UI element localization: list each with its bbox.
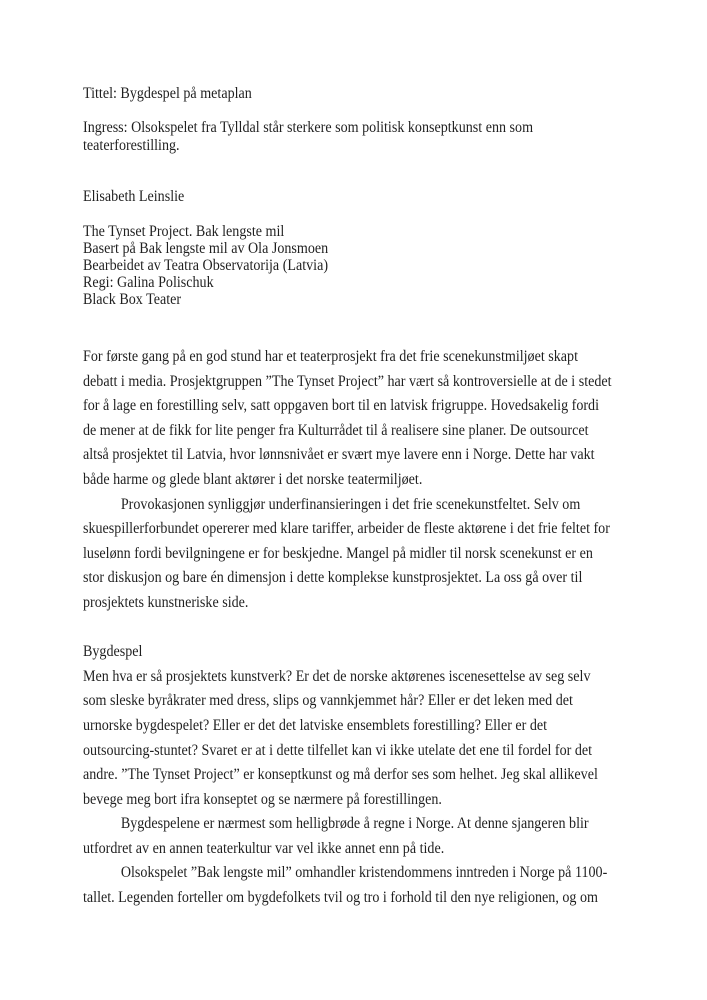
text-line: outsourcing-stuntet? Svaret er at i dette tilfellet kan vi ikke utelate det ene til fordel for det: [83, 741, 593, 759]
text-line: Tittel: Bygdespel på metaplan: [83, 85, 252, 102]
text-line: både harme og glede blant aktører i det norske teatermiljøet.: [83, 470, 423, 488]
text-line: stor diskusjon og bare én dimensjon i dette komplekse kunstprosjektet. La oss gå over til: [83, 569, 583, 587]
document-header: [83, 85, 594, 309]
text-line: de mener at de fikk for lite penger fra Kulturrådet til å realisere sine planer. De outsourcet: [83, 421, 589, 439]
blank-line: [83, 616, 612, 641]
text-line: Ingress: Olsokspelet fra Tylldal står sterkere som politisk konseptkunst enn som: [83, 119, 534, 137]
text-line: bevege meg bort ifra konseptet og se nærmere på forestillingen.: [83, 790, 442, 808]
text-line: prosjektets kunstneriske side.: [83, 593, 249, 611]
text-line: Black Box Teater: [83, 291, 182, 309]
text-line: Elisabeth Leinslie: [83, 188, 185, 206]
text-line: Bygdespelene er nærmest som helligbrøde å regne i Norge. At denne sjangeren blir: [120, 815, 589, 833]
blank-line: [83, 171, 533, 188]
text-line: utfordret av en annen teaterkultur var vel ikke annet enn på tide.: [83, 839, 445, 857]
blank-line: [83, 102, 533, 119]
text-line: skuespillerforbundet opererer med klare tariffer, arbeider de fleste aktørene i det frie feltet for: [83, 520, 610, 538]
section-heading: Bygdespel: [83, 643, 143, 661]
text-line: debatt i media. Prosjektgruppen ”The Tynset Project” har vært så kontroversielle at de i stedet: [83, 372, 612, 390]
text-line: altså prosjektet til Latvia, hvor lønnsnivået er svært mye lavere enn i Norge. Dette har vakt: [83, 446, 595, 464]
text-line: Regi: Galina Polischuk: [83, 274, 214, 292]
text-line: luselønn fordi bevilgningene er for beskjedne. Mangel på midler til norsk scenekunst er en: [83, 544, 593, 562]
text-line: urnorske bygdespelet? Eller er det det latviske ensemblets forestilling? Eller er det: [83, 716, 548, 734]
document-body: [83, 345, 684, 911]
text-line: Olsokspelet ”Bak lengste mil” omhandler kristendommens inntreden i Norge på 1100-: [120, 864, 608, 882]
text-line: andre. ”The Tynset Project” er konseptkunst og må derfor ses som helhet. Jeg skal allikevel: [83, 766, 598, 784]
text-line: for å lage en forestilling selv, satt oppgaven bort til en latvisk frigruppe. Hovedsakelig fordi: [83, 397, 599, 415]
text-line: The Tynset Project. Bak lengste mil: [83, 222, 285, 240]
text-line: Bearbeidet av Teatra Observatorija (Latvia): [83, 256, 329, 274]
blank-line: [83, 205, 533, 222]
text-line: som sleske byråkrater med dress, slips og vannkjemmet hår? Eller er det leken med det: [83, 692, 573, 710]
text-line: Men hva er så prosjektets kunstverk? Er det de norske aktørenes iscenesettelse av seg selv: [83, 667, 591, 685]
blank-line: [83, 154, 533, 171]
text-line: Basert på Bak lengste mil av Ola Jonsmoen: [83, 239, 329, 257]
text-line: teaterforestilling.: [83, 136, 180, 154]
text-line: tallet. Legenden forteller om bygdefolkets tvil og tro i forhold til den nye religionen, og om: [83, 889, 598, 907]
text-line: For første gang på en god stund har et teaterprosjekt fra det frie scenekunstmiljøet skapt: [83, 348, 578, 365]
text-line: Provokasjonen synliggjør underfinansieringen i det frie scenekunstfeltet. Selv om: [120, 495, 581, 513]
